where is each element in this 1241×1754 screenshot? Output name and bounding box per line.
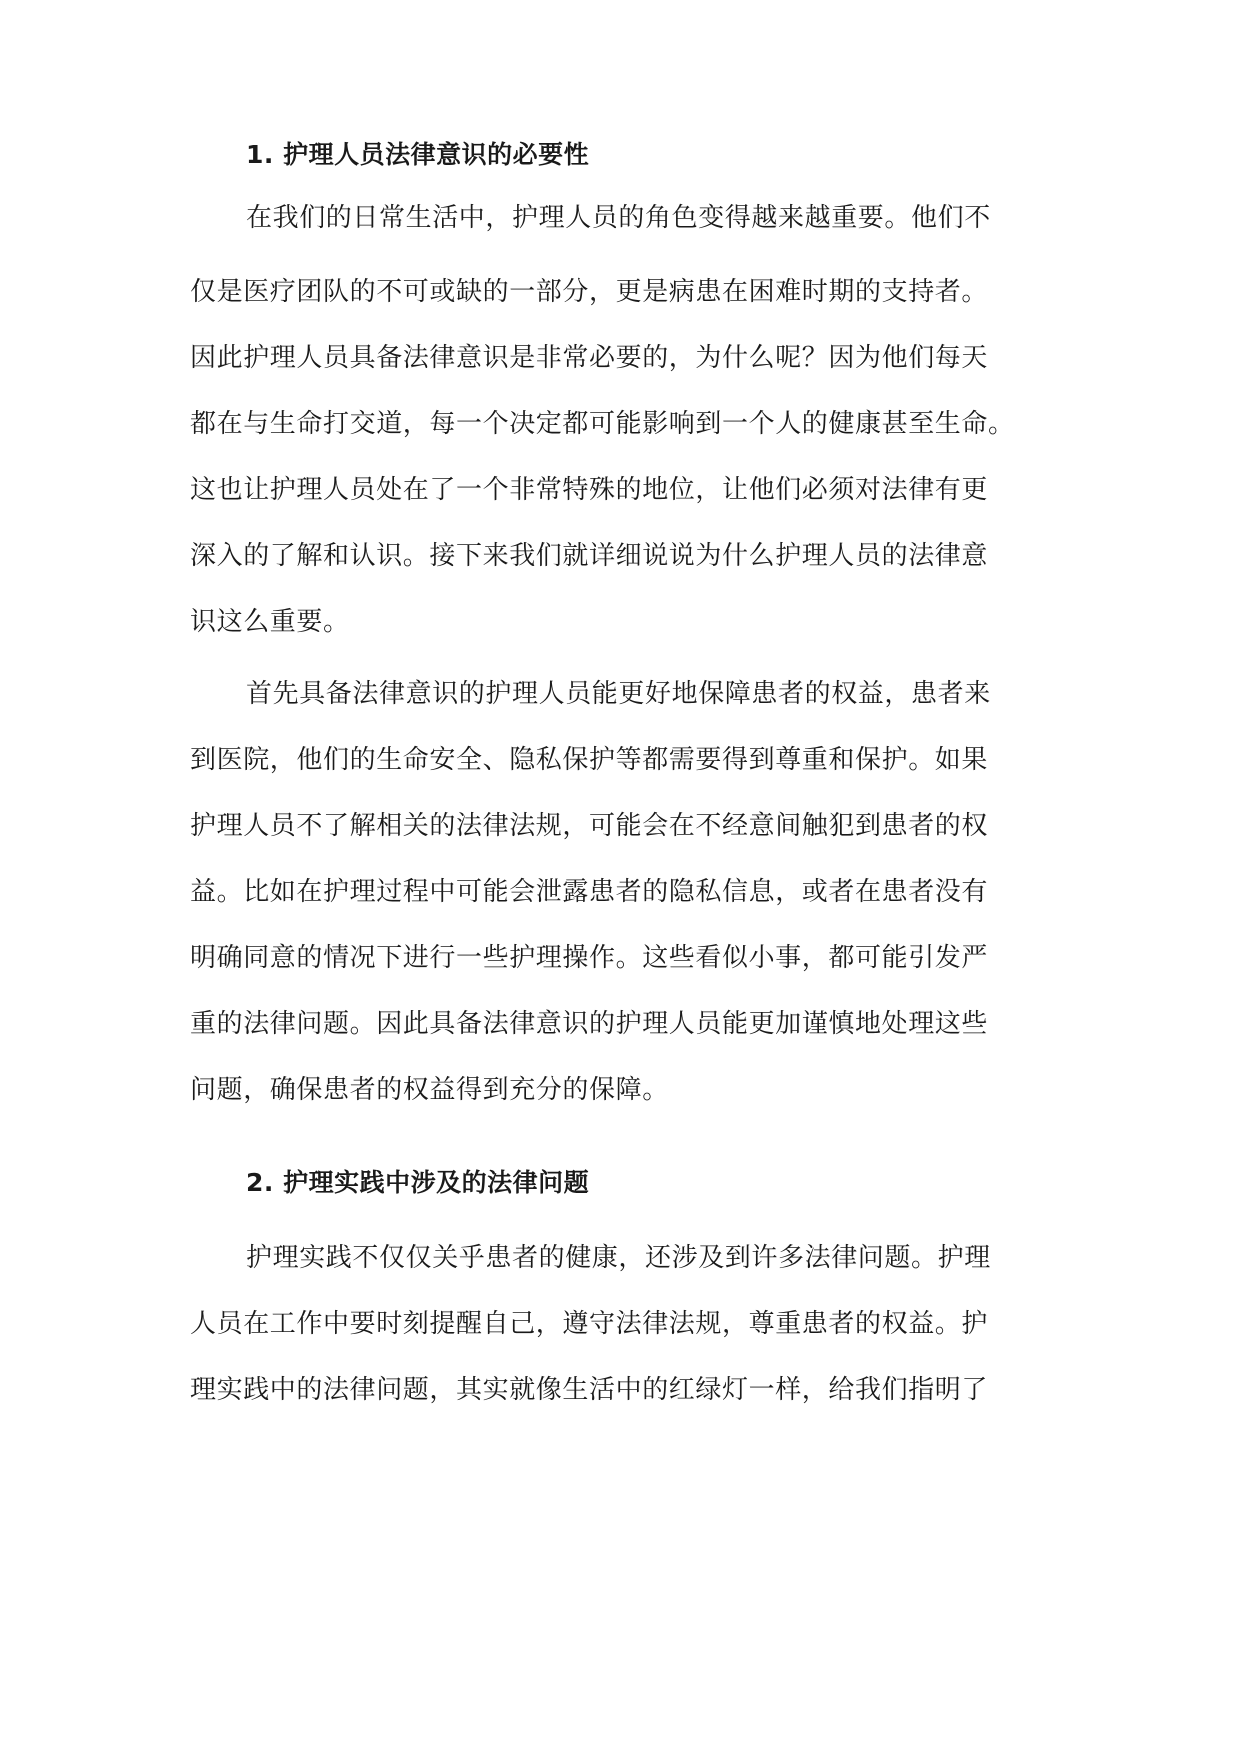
text-line: 都在与生命打交道，每一个决定都可能影响到一个人的健康甚至生命。 xyxy=(190,409,1015,439)
text-line: 首先具备法律意识的护理人员能更好地保障患者的权益，患者来 xyxy=(246,679,991,709)
text-line: 识这么重要。 xyxy=(190,607,350,637)
text-line: 明确同意的情况下进行一些护理操作。这些看似小事，都可能引发严 xyxy=(190,943,989,973)
text-line: 问题，确保患者的权益得到充分的保障。 xyxy=(190,1075,669,1105)
text-line: 护理人员不了解相关的法律法规，可能会在不经意间触犯到患者的权 xyxy=(190,811,989,841)
text-line: 仅是医疗团队的不可或缺的一部分，更是病患在困难时期的支持者。 xyxy=(190,277,989,307)
text-line: 理实践中的法律问题，其实就像生活中的红绿灯一样，给我们指明了 xyxy=(190,1375,989,1405)
text-line: 护理实践不仅仅关乎患者的健康，还涉及到许多法律问题。护理 xyxy=(246,1243,991,1273)
text-line: 因此护理人员具备法律意识是非常必要的，为什么呢？因为他们每天 xyxy=(190,343,989,373)
text-line: 这也让护理人员处在了一个非常特殊的地位，让他们必须对法律有更 xyxy=(190,475,989,505)
text-line: 重的法律问题。因此具备法律意识的护理人员能更加谨慎地处理这些 xyxy=(190,1009,989,1039)
section-heading-1: 1. 护理人员法律意识的必要性 xyxy=(246,140,590,169)
text-line: 人员在工作中要时刻提醒自己，遵守法律法规，尊重患者的权益。护 xyxy=(190,1309,989,1339)
section-heading-2: 2. 护理实践中涉及的法律问题 xyxy=(246,1168,590,1197)
text-line: 深入的了解和认识。接下来我们就详细说说为什么护理人员的法律意 xyxy=(190,541,989,571)
text-line: 在我们的日常生活中，护理人员的角色变得越来越重要。他们不 xyxy=(246,203,991,233)
text-line: 到医院，他们的生命安全、隐私保护等都需要得到尊重和保护。如果 xyxy=(190,745,989,775)
text-line: 益。比如在护理过程中可能会泄露患者的隐私信息，或者在患者没有 xyxy=(190,877,989,907)
